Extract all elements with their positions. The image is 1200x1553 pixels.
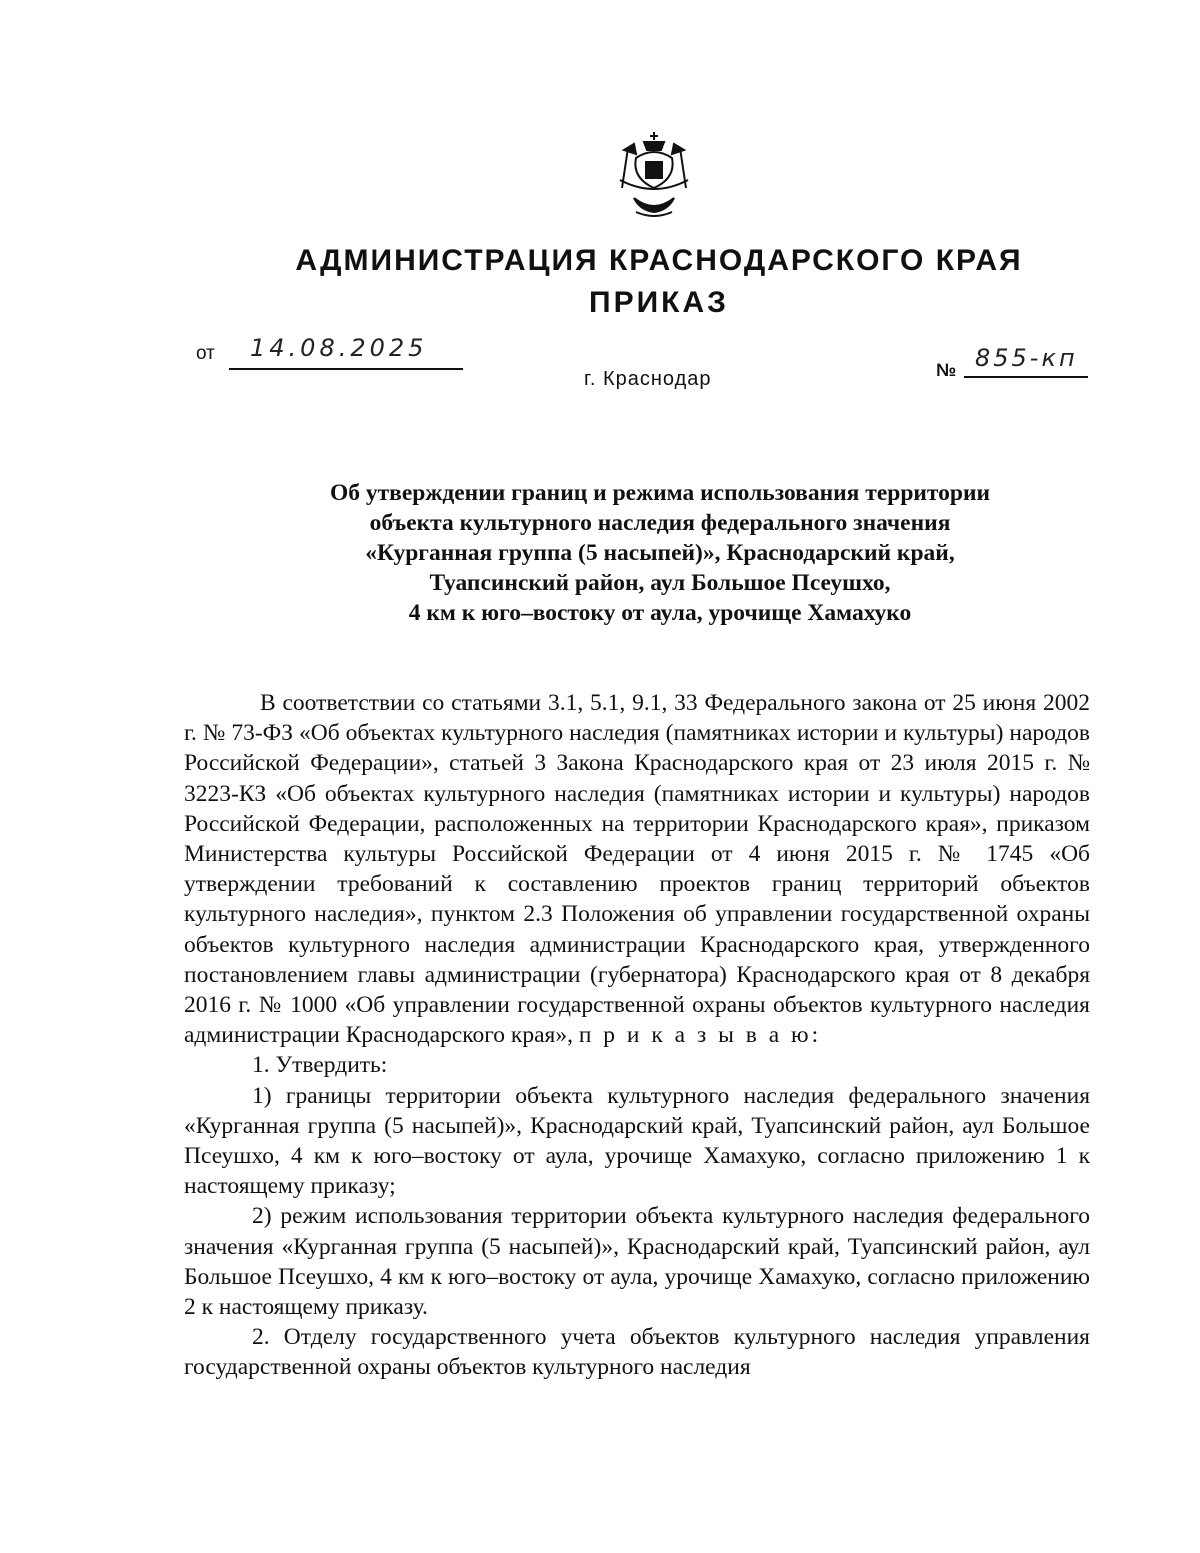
item-2: 2. Отделу государственного учета объектов культурного наследия управления государственной охраны объектов культурного наследия — [184, 1324, 1090, 1381]
item-1-2: 2) режим использования территории объекта культурного наследия федерального значения «Курганная группа (5 насыпей)», Краснодарский край, Туапсинский район, аул Большое Псеушхо, 4 км к юго–востоку от аула, урочище Хамахуко, согласно приложению 2 к настоящему приказу. — [184, 1203, 1090, 1321]
subject-line: «Курганная группа (5 насыпей)», Краснодарский край, — [365, 540, 955, 566]
document-date: 14.08.2025 — [250, 334, 428, 362]
document-subject — [180, 478, 1140, 628]
coat-of-arms-icon — [606, 128, 702, 224]
organization-name: АДМИНИСТРАЦИЯ КРАСНОДАРСКОГО КРАЯ — [295, 244, 1023, 277]
number-prefix: № — [936, 360, 957, 380]
subject-line: 4 км к юго–востоку от аула, урочище Хамахуко — [408, 600, 912, 626]
city-name: г. Краснодар — [584, 368, 712, 390]
date-underline — [229, 368, 463, 370]
order-word: п р и к а з ы в а ю: — [578, 1022, 822, 1049]
preamble-text: В соответствии со статьями 3.1, 5.1, 9.1, 33 Федерального закона от 25 июня 2002 г. № 73-ФЗ «Об объектах культурного наследия (памятниках истории и культуры) народов Российской Федерации», статьей 3 Закона Краснодарского края от 23 июля 2015 г. № 3223-КЗ «Об объектах культурного наследия (памятниках истории и культуры) народов Российской Федерации, расположенных на территории Краснодарского края», приказом Министерства культуры Российской Федерации от 4 июня 2015 г. № 1745 «Об утверждении требований к составлению проектов границ территорий объектов культурного наследия», пунктом 2.3 Положения об управлении государственной охраны объектов культурного наследия администрации Краснодарского края, утвержденного постановлением главы администрации (губернатора) Краснодарского края от 8 декабря 2016 г. № 1000 «Об управлении государственной охраны объектов культурного наследия администрации Краснодарского края», — [184, 690, 1090, 1049]
document-body — [184, 688, 1090, 1383]
item-1: 1. Утвердить: — [252, 1052, 388, 1079]
date-prefix: от — [196, 343, 215, 364]
number-underline — [964, 376, 1088, 378]
subject-line: Об утверждении границ и режима использования территории — [329, 480, 991, 506]
subject-line: объекта культурного наследия федерального значения — [369, 510, 951, 536]
item-1-1: 1) границы территории объекта культурного наследия федерального значения «Курганная группа (5 насыпей)», Краснодарский край, Туапсинский район, аул Большое Псеушхо, 4 км к юго–востоку от аула, урочище Хамахуко, согласно приложению 1 к настоящему приказу; — [184, 1082, 1090, 1200]
subject-line: Туапсинский район, аул Большое Псеушхо, — [429, 570, 891, 596]
document-type: ПРИКАЗ — [589, 286, 729, 319]
preamble-paragraph — [184, 688, 1090, 1050]
document-number: 855-кп — [975, 344, 1078, 372]
